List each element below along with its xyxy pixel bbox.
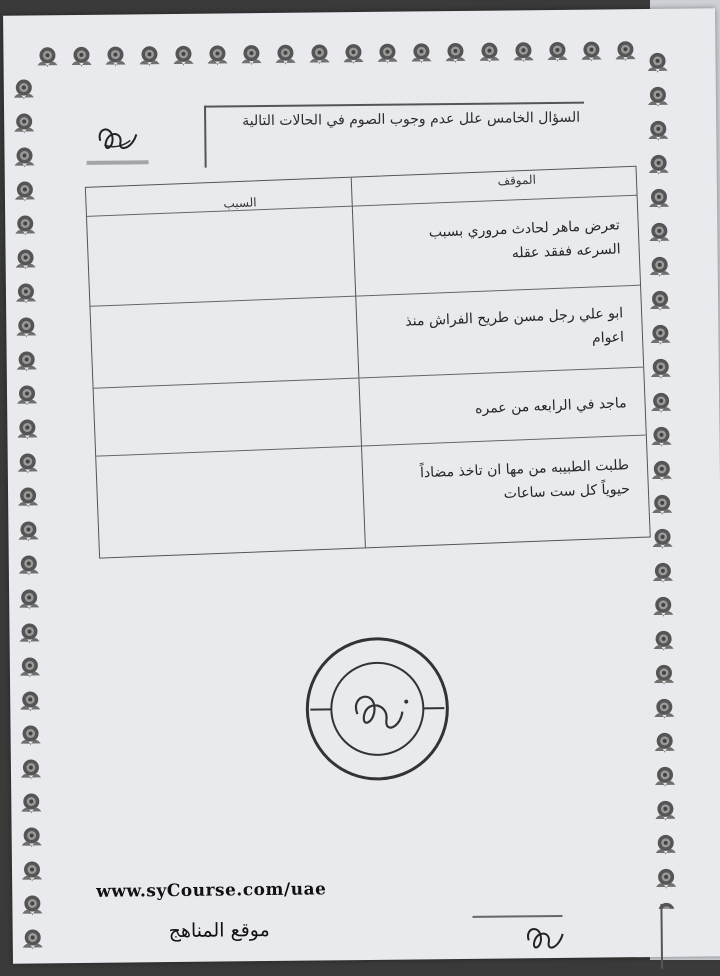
rose-border-top bbox=[33, 37, 643, 73]
rose-border-left bbox=[10, 75, 49, 955]
rose-border-icon bbox=[169, 42, 197, 70]
rose-border-icon bbox=[645, 151, 673, 179]
signature-icon bbox=[523, 918, 568, 958]
rose-border-icon bbox=[644, 83, 672, 111]
rose-border-icon bbox=[648, 457, 676, 485]
situation-cell-4: طلبت الطبيبه من مها ان تاخذ مضاداً حيوياً كل ست ساعات bbox=[389, 453, 631, 510]
rose-border-icon bbox=[651, 797, 679, 825]
rose-border-icon bbox=[644, 117, 672, 145]
rose-border-icon bbox=[14, 517, 42, 545]
rose-border-icon bbox=[237, 41, 265, 69]
rose-border-icon bbox=[11, 211, 39, 239]
rose-border-icon bbox=[373, 40, 401, 68]
rose-border-icon bbox=[10, 143, 38, 171]
rose-border-icon bbox=[648, 525, 676, 553]
rose-border-icon bbox=[17, 755, 45, 783]
rose-border-icon bbox=[643, 49, 671, 77]
rose-border-icon bbox=[203, 41, 231, 69]
rose-border-icon bbox=[67, 43, 95, 71]
site-name: موقع المناهج bbox=[169, 919, 270, 942]
rose-border-icon bbox=[648, 491, 676, 519]
rose-border-icon bbox=[16, 721, 44, 749]
rose-border-icon bbox=[509, 38, 537, 66]
rose-border-icon bbox=[652, 899, 680, 909]
rose-border-icon bbox=[18, 823, 46, 851]
rose-border-icon bbox=[647, 423, 675, 451]
rose-border-icon bbox=[543, 38, 571, 66]
rose-border-icon bbox=[651, 763, 679, 791]
answer-table bbox=[85, 166, 651, 559]
reason-cell-4[interactable] bbox=[105, 460, 358, 550]
question-title: السؤال الخامس علل عدم وجوب الصوم في الحالات التالية bbox=[242, 110, 580, 130]
header-situation: الموقف bbox=[497, 173, 536, 188]
rose-border-icon bbox=[13, 347, 41, 375]
worksheet-page bbox=[3, 8, 720, 963]
rose-border-icon bbox=[12, 313, 40, 341]
rose-border-icon bbox=[652, 831, 680, 859]
rose-border-icon bbox=[14, 483, 42, 511]
rose-border-icon bbox=[12, 279, 40, 307]
signature-rule bbox=[473, 915, 563, 917]
rose-border-icon bbox=[339, 40, 367, 68]
rose-border-icon bbox=[33, 43, 61, 71]
rose-border-icon bbox=[649, 559, 677, 587]
rose-border-icon bbox=[13, 381, 41, 409]
rose-border-icon bbox=[645, 185, 673, 213]
rose-border-icon bbox=[18, 891, 46, 919]
rose-border-icon bbox=[577, 37, 605, 65]
rose-border-icon bbox=[13, 415, 41, 443]
reason-cell-2[interactable] bbox=[99, 312, 351, 382]
rose-border-icon bbox=[645, 219, 673, 247]
rose-border-icon bbox=[651, 729, 679, 757]
rose-border-icon bbox=[647, 355, 675, 383]
rose-border-icon bbox=[652, 865, 680, 893]
site-url[interactable]: www.syCourse.com/uae bbox=[96, 879, 326, 901]
rose-border-icon bbox=[271, 41, 299, 69]
rose-border-icon bbox=[649, 627, 677, 655]
rose-border-icon bbox=[18, 857, 46, 885]
situation-cell-3: ماجد في الرابعه من عمره bbox=[396, 391, 627, 424]
reason-cell-1[interactable] bbox=[96, 224, 348, 294]
rose-border-icon bbox=[17, 789, 45, 817]
signature-caption bbox=[87, 160, 149, 165]
table-row bbox=[87, 195, 637, 217]
rose-border-icon bbox=[441, 39, 469, 67]
rose-border-icon bbox=[19, 925, 47, 953]
situation-cell-1: تعرض ماهر لحادث مروري بسبب السرعه ففقد عقله bbox=[389, 213, 621, 270]
rose-border-icon bbox=[650, 661, 678, 689]
rose-border-icon bbox=[101, 42, 129, 70]
rose-border-icon bbox=[611, 37, 639, 65]
rose-border-icon bbox=[305, 40, 333, 68]
rose-border-right bbox=[643, 49, 686, 909]
rose-border-icon bbox=[11, 245, 39, 273]
page-rule bbox=[660, 904, 662, 969]
reason-cell-3[interactable] bbox=[102, 392, 354, 452]
signature-icon bbox=[92, 118, 142, 159]
rose-border-icon bbox=[16, 687, 44, 715]
rose-border-icon bbox=[15, 585, 43, 613]
rose-border-icon bbox=[646, 287, 674, 315]
rose-border-icon bbox=[646, 321, 674, 349]
header-reason: السبب bbox=[223, 195, 257, 210]
rose-border-icon bbox=[14, 449, 42, 477]
rose-border-icon bbox=[10, 75, 38, 103]
rose-border-icon bbox=[647, 389, 675, 417]
rose-border-icon bbox=[650, 695, 678, 723]
header-divider bbox=[204, 106, 207, 168]
rose-border-icon bbox=[16, 653, 44, 681]
rose-border-icon bbox=[15, 619, 43, 647]
stamp-icon bbox=[302, 633, 454, 785]
rose-border-icon bbox=[649, 593, 677, 621]
situation-cell-2: ابو علي رجل مسن طريح الفراش منذ اعوام bbox=[393, 301, 625, 358]
rose-border-icon bbox=[135, 42, 163, 70]
header-rule bbox=[204, 102, 584, 108]
rose-border-icon bbox=[407, 39, 435, 67]
rose-border-icon bbox=[475, 39, 503, 67]
rose-border-icon bbox=[10, 109, 38, 137]
rose-border-icon bbox=[646, 253, 674, 281]
rose-border-icon bbox=[15, 551, 43, 579]
rose-border-icon bbox=[11, 177, 39, 205]
